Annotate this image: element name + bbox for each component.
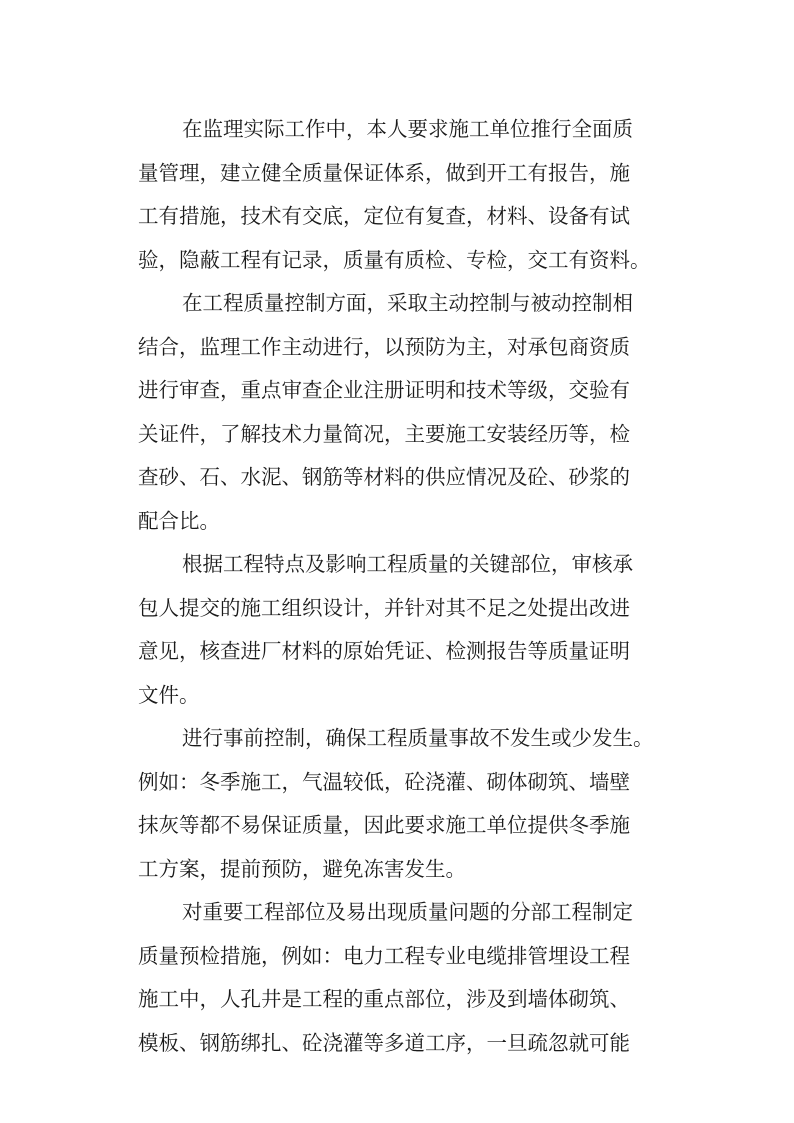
paragraph-4 [138, 717, 678, 891]
paragraph-3 [138, 543, 678, 717]
paragraph-line: 抹灰等都不易保证质量，因此要求施工单位提供冬季施 [138, 813, 630, 837]
paragraph-line: 进行审查，重点审查企业注册证明和技术等级，交验有 [138, 378, 630, 402]
paragraph-line: 量管理，建立健全质量保证体系，做到开工有报告，施 [138, 160, 630, 185]
document-body [138, 108, 678, 1065]
paragraph-line: 关证件，了解技术力量简况，主要施工安装经历等，检 [138, 421, 630, 446]
paragraph-line: 工有措施，技术有交底，定位有复查，材料、设备有试 [138, 204, 630, 228]
paragraph-line: 进行事前控制，确保工程质量事故不发生或少发生。 [182, 726, 654, 750]
paragraph-line: 配合比。 [138, 508, 220, 533]
paragraph-line: 模板、钢筋绑扎、砼浇灌等多道工序，一旦疏忽就可能 [138, 1030, 630, 1055]
paragraph-line: 包人提交的施工组织设计，并针对其不足之处提出改进 [138, 595, 630, 620]
paragraph-line: 施工中，人孔井是工程的重点部位，涉及到墙体砌筑、 [138, 987, 630, 1011]
paragraph-line: 在工程质量控制方面，采取主动控制与被动控制相 [182, 291, 633, 315]
paragraph-line: 根据工程特点及影响工程质量的关键部位，审核承 [182, 552, 633, 576]
paragraph-line: 质量预检措施，例如：电力工程专业电缆排管埋设工程 [138, 943, 630, 968]
paragraph-5 [138, 891, 678, 1065]
paragraph-line: 在监理实际工作中，本人要求施工单位推行全面质 [182, 117, 633, 141]
paragraph-1 [138, 108, 678, 282]
paragraph-line: 工方案，提前预防，避免冻害发生。 [138, 856, 466, 881]
paragraph-line: 验，隐蔽工程有记录，质量有质检、专检，交工有资料。 [138, 247, 651, 272]
paragraph-line: 对重要工程部位及易出现质量问题的分部工程制定 [182, 900, 633, 924]
paragraph-line: 文件。 [138, 682, 200, 707]
paragraph-line: 结合，监理工作主动进行，以预防为主，对承包商资质 [138, 334, 630, 359]
paragraph-line: 意见，核查进厂材料的原始凭证、检测报告等质量证明 [138, 639, 630, 663]
paragraph-2 [138, 282, 678, 543]
paragraph-line: 查砂、石、水泥、钢筋等材料的供应情况及砼、砂浆的 [138, 465, 630, 489]
paragraph-line: 例如：冬季施工，气温较低，砼浇灌、砌体砌筑、墙壁 [138, 769, 630, 794]
